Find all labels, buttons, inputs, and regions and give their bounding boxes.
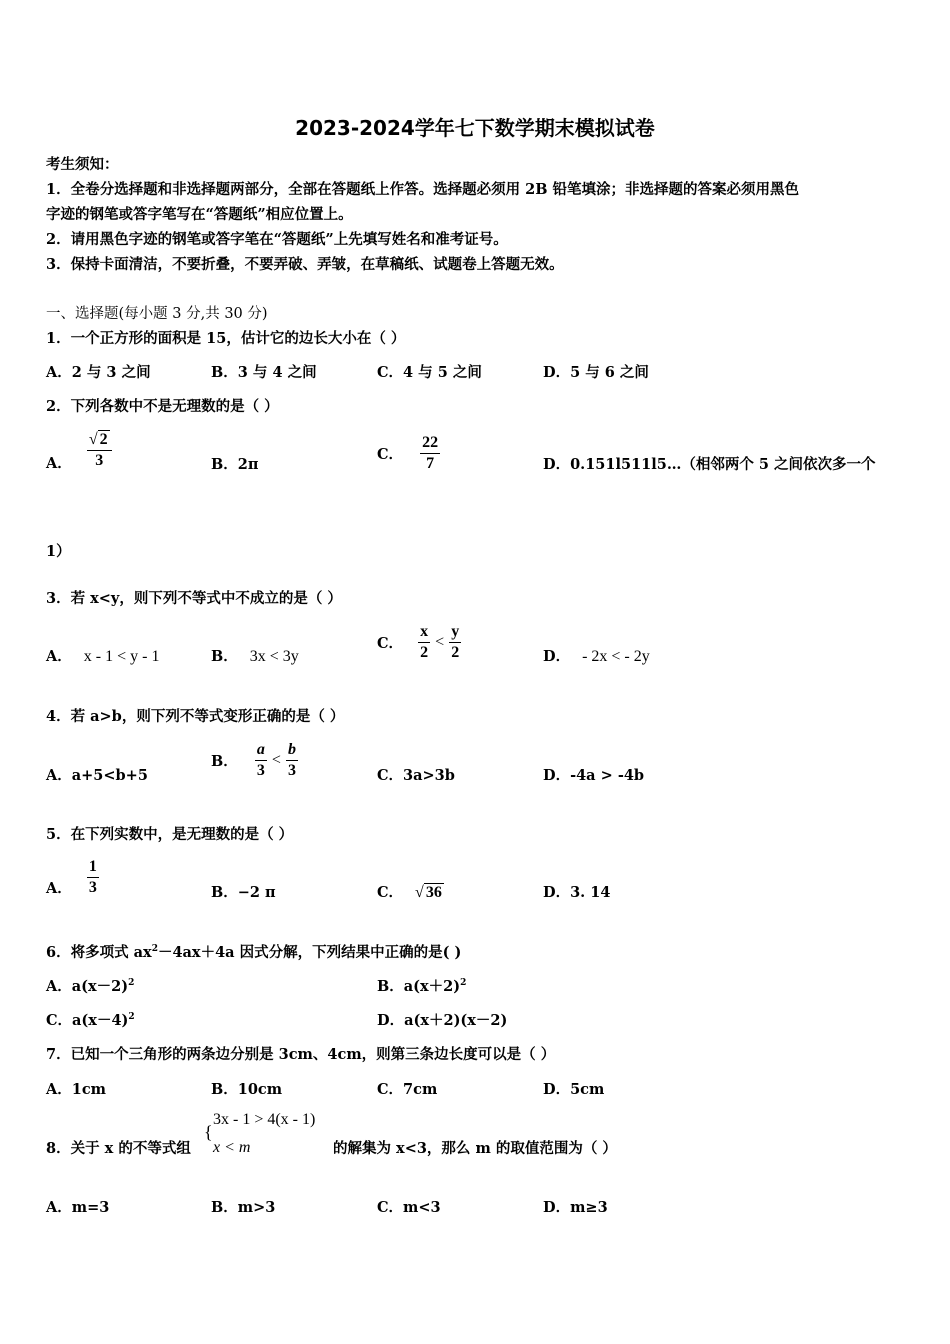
q4-option-d: D．-4a > -4b [543, 767, 645, 784]
q2-option-d: D．0.151l511l5…（相邻两个 5 之间依次多一个 [543, 456, 876, 473]
q8-option-d: D．m≥3 [543, 1199, 608, 1216]
q5-option-d: D．3. 14 [543, 884, 611, 901]
q8-option-a: A．m=3 [46, 1199, 110, 1216]
q8-stem-prefix: 8．关于 x 的不等式组 [46, 1140, 191, 1157]
q4-option-a: A．a+5<b+5 [46, 767, 148, 784]
q2-c-denominator: 7 [426, 455, 435, 472]
q2-a-radicand: 2 [99, 431, 108, 448]
q8-system-line-2: x < m [213, 1139, 251, 1156]
q8-brace: { [204, 1122, 213, 1142]
q6-option-d: D．a(x＋2)(x－2) [377, 1012, 508, 1029]
q8-option-b: B．m>3 [211, 1199, 276, 1216]
q7-option-b: B．10cm [211, 1081, 283, 1098]
notice-item-2: 2．请用黑色字迹的钢笔或答字笔在“答题纸”上先填写姓名和准考证号。 [46, 231, 508, 248]
page-title: 2023-2024学年七下数学期末模拟试卷 [295, 116, 655, 140]
q7-option-a: A．1cm [46, 1081, 107, 1098]
q3-d-expr: - 2x < - 2y [582, 648, 650, 665]
q5-option-b: B．−2 π [211, 884, 276, 901]
q3-b-expr: 3x < 3y [249, 648, 299, 665]
q4-option-c: C．3a>3b [377, 767, 455, 784]
q7-option-c: C．7cm [377, 1081, 438, 1098]
q2-c-numerator: 22 [420, 433, 440, 454]
q5-stem: 5．在下列实数中，是无理数的是（ ） [46, 826, 294, 843]
q7-option-d: D．5cm [543, 1081, 605, 1098]
q4-option-b: B． $\frac{a}{3}$ < $\frac{b}{3}$ [211, 741, 296, 779]
q1-option-a: A．2 与 3 之间 [46, 364, 151, 381]
q2-option-a: A． $\frac{√ 2}{3}$ [46, 428, 112, 473]
section-heading: 一、选择题(每小题 3 分,共 30 分) [46, 306, 268, 322]
q2-option-b: B．2π [211, 456, 259, 473]
q3-option-a: A． x - 1 < y - 1 [46, 648, 160, 665]
q3-option-c: C． $\frac{x}{2}$ < $\frac{y}{2}$ [377, 623, 460, 661]
q5-option-a: A． $\frac{1}{3}$ [46, 858, 97, 897]
q1-stem: 1．一个正方形的面积是 15，估计它的边长大小在（ ） [46, 330, 406, 347]
q6-stem: 6．将多项式 $ax^2-4ax+4a$ 因式分解，下列结果中正确的是( ) [46, 944, 462, 961]
q2-a-denominator: 3 [95, 452, 104, 469]
q6-option-c: C．$a(x-4)^2$ [46, 1012, 135, 1029]
q5-option-c: C． √ 36 [377, 884, 442, 901]
notice-item-3: 3．保持卡面清洁，不要折叠，不要弄破、弄皱，在草稿纸、试题卷上答题无效。 [46, 256, 564, 273]
q2-stem: 2．下列各数中不是无理数的是（ ） [46, 398, 279, 415]
q1-option-c: C．4 与 5 之间 [377, 364, 482, 381]
q2-option-d-continued: 1） [46, 543, 71, 560]
q7-stem: 7．已知一个三角形的两条边分别是 3cm、4cm，则第三条边长度可以是（ ） [46, 1046, 556, 1063]
q3-option-b: B． 3x < 3y [211, 648, 299, 665]
q3-stem: 3．若 x<y，则下列不等式中不成立的是（ ） [46, 590, 342, 607]
q1-option-b: B．3 与 4 之间 [211, 364, 317, 381]
q8-option-c: C．m<3 [377, 1199, 441, 1216]
q3-option-d: D． - 2x < - 2y [543, 648, 650, 665]
q6-option-a: A．$a(x-2)^2$ [46, 978, 135, 995]
q6-option-b: B．$a(x+2)^2$ [377, 978, 467, 995]
q3-a-expr: x - 1 < y - 1 [83, 648, 160, 665]
notice-heading: 考生须知： [46, 156, 119, 173]
q8-system-line-1: 3x - 1 > 4(x - 1) [213, 1111, 316, 1128]
q1-option-d: D．5 与 6 之间 [543, 364, 649, 381]
q5-c-radicand: 36 [425, 884, 442, 901]
q4-stem: 4．若 a>b，则下列不等式变形正确的是（ ） [46, 708, 345, 725]
q2-option-c: C． $\frac{22}{7}$ [377, 434, 439, 472]
notice-item-1-line-2: 字迹的钢笔或答字笔写在“答题纸”相应位置上。 [46, 206, 353, 223]
notice-item-1-line-1: 1．全卷分选择题和非选择题两部分，全部在答题纸上作答。选择题必须用 2B 铅笔填涂；非选择题的答案必须用黑色 [46, 181, 800, 198]
q8-stem-suffix: 的解集为 x<3，那么 m 的取值范围为（ ） [333, 1140, 617, 1157]
